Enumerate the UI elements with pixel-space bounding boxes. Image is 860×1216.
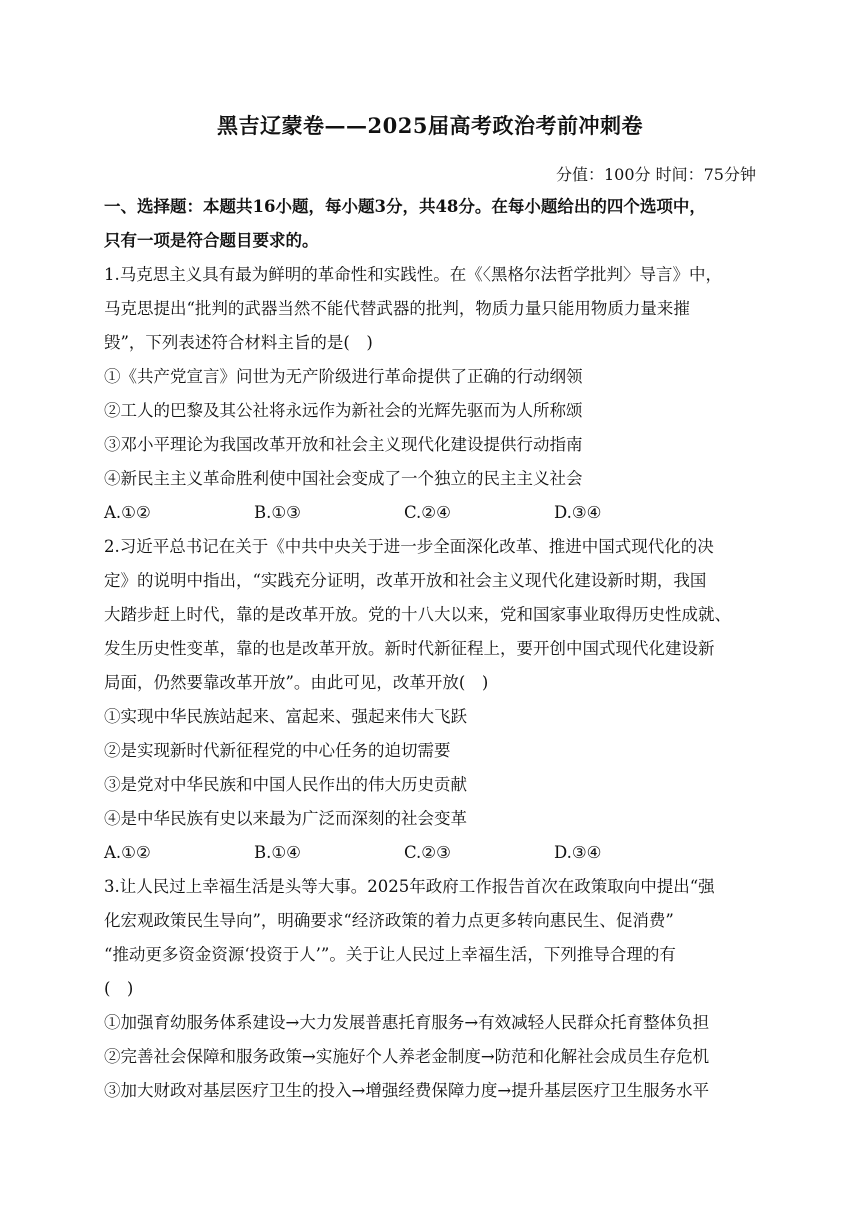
question-stem-line: 1.马克思主义具有最为鲜明的革命性和实践性。在《〈黑格尔法哲学批判〉导言》中， <box>104 265 722 284</box>
statement-item: ③是党对中华民族和中国人民作出的伟大历史贡献 <box>104 775 467 794</box>
question-stem-line: 3.让人民过上幸福生活是头等大事。2025年政府工作报告首次在政策取向中提出“强 <box>104 877 715 896</box>
question-stem-line: 局面，仍然要靠改革开放”。由此可见，改革开放( ) <box>104 673 489 692</box>
question-2 <box>104 530 764 870</box>
statement-item: ③加大财政对基层医疗卫生的投入→增强经费保障力度→提升基层医疗卫生服务水平 <box>104 1081 710 1100</box>
option-a: A.①② <box>104 503 151 522</box>
option-a: A.①② <box>104 843 151 862</box>
page-title: 黑吉辽蒙卷——2025届高考政治考前冲刺卷 <box>217 113 643 138</box>
option-b: B.①③ <box>254 503 301 522</box>
content <box>104 190 764 1108</box>
question-stem-line: 2.习近平总书记在关于《中共中央关于进一步全面深化改革、推进中国式现代化的决 <box>104 537 714 556</box>
question-stem-line: 马克思提出“批判的武器当然不能代替武器的批判，物质力量只能用物质力量来摧 <box>104 299 690 318</box>
score-time-info: 分值：100分 时间：75分钟 <box>556 165 756 184</box>
section-header-line: 只有一项是符合题目要求的。 <box>104 231 319 250</box>
option-c: C.②③ <box>404 843 451 862</box>
answer-options <box>104 836 764 870</box>
option-d: D.③④ <box>554 843 602 862</box>
option-c: C.②④ <box>404 503 451 522</box>
section-header-line: 一、选择题：本题共16小题，每小题3分，共48分。在每小题给出的四个选项中， <box>104 197 706 216</box>
statement-item: ①《共产党宣言》问世为无产阶级进行革命提供了正确的行动纲领 <box>104 367 583 386</box>
statement-item: ③邓小平理论为我国改革开放和社会主义现代化建设提供行动指南 <box>104 435 583 454</box>
statement-item: ①实现中华民族站起来、富起来、强起来伟大飞跃 <box>104 707 467 726</box>
question-stem-line: ( ) <box>104 979 134 998</box>
statement-item: ①加强育幼服务体系建设→大力发展普惠托育服务→有效减轻人民群众托育整体负担 <box>104 1013 710 1032</box>
question-stem-line: 化宏观政策民生导向”，明确要求“经济政策的着力点更多转向惠民生、促消费” <box>104 911 674 930</box>
answer-options <box>104 496 764 530</box>
option-d: D.③④ <box>554 503 602 522</box>
question-3 <box>104 870 764 1108</box>
statement-item: ②是实现新时代新征程党的中心任务的迫切需要 <box>104 741 451 760</box>
statement-item: ②工人的巴黎及其公社将永远作为新社会的光辉先驱而为人所称颂 <box>104 401 583 420</box>
question-1 <box>104 258 764 530</box>
statement-item: ④新民主主义革命胜利使中国社会变成了一个独立的民主主义社会 <box>104 469 583 488</box>
question-stem-line: “推动更多资金资源‘投资于人’”。关于让人民过上幸福生活，下列推导合理的有 <box>104 945 676 964</box>
question-stem-line: 发生历史性变革，靠的也是改革开放。新时代新征程上，要开创中国式现代化建设新 <box>104 639 715 658</box>
statement-item: ④是中华民族有史以来最为广泛而深刻的社会变革 <box>104 809 467 828</box>
statement-item: ②完善社会保障和服务政策→实施好个人养老金制度→防范和化解社会成员生存危机 <box>104 1047 710 1066</box>
question-stem-line: 毁”，下列表述符合材料主旨的是( ) <box>104 333 373 352</box>
option-b: B.①④ <box>254 843 301 862</box>
question-stem-line: 定》的说明中指出，“实践充分证明，改革开放和社会主义现代化建设新时期，我国 <box>104 571 707 590</box>
question-stem-line: 大踏步赶上时代，靠的是改革开放。党的十八大以来，党和国家事业取得历史性成就、 <box>104 605 731 624</box>
